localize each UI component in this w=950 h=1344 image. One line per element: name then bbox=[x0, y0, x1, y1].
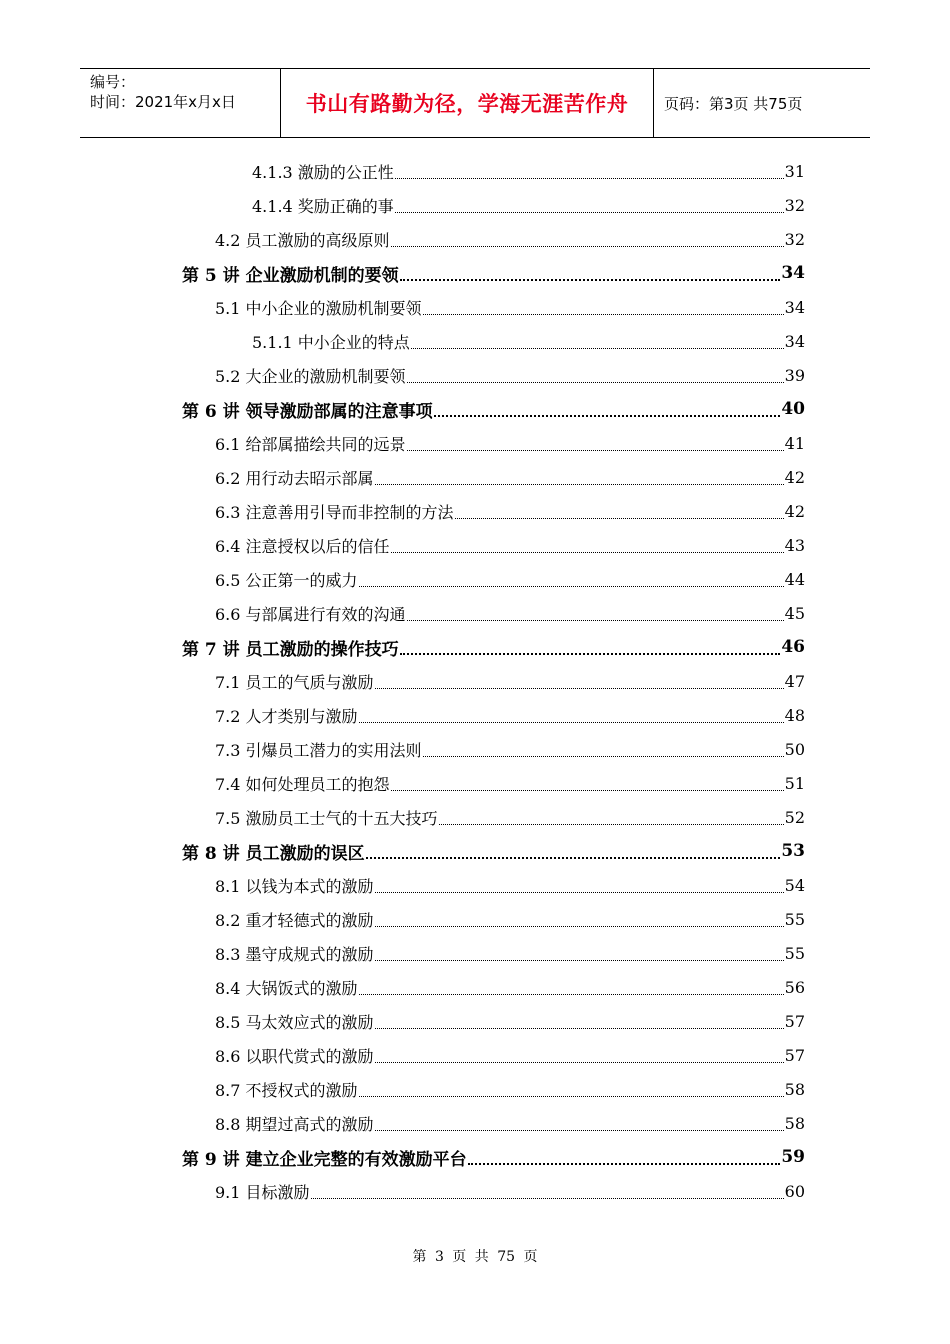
toc-entry-page: 42 bbox=[784, 467, 805, 487]
toc-entry-page: 57 bbox=[784, 1045, 805, 1065]
toc-entry-page: 59 bbox=[781, 1147, 805, 1167]
toc-entry-page: 34 bbox=[784, 297, 805, 317]
toc-entry-page: 40 bbox=[781, 399, 805, 419]
toc-entry-title: 7.5 激励员工士气的十五大技巧 bbox=[215, 808, 438, 828]
header-motto: 书山有路勤为径，学海无涯苦作舟 bbox=[305, 92, 629, 116]
toc-leader-dots bbox=[439, 824, 784, 825]
toc-entry-title: 6.1 给部属描绘共同的远景 bbox=[215, 434, 406, 454]
toc-entry-title: 5.1.1 中小企业的特点 bbox=[252, 332, 410, 352]
header-meta-cell bbox=[80, 69, 281, 137]
toc-entry[interactable] bbox=[215, 665, 805, 697]
toc-leader-dots bbox=[434, 415, 781, 417]
toc-entry-title: 6.6 与部属进行有效的沟通 bbox=[215, 604, 406, 624]
header-motto-cell bbox=[281, 69, 654, 137]
toc-entry[interactable] bbox=[182, 257, 805, 289]
toc-entry-page: 46 bbox=[781, 637, 805, 657]
toc-leader-dots bbox=[411, 348, 784, 349]
toc-entry-page: 43 bbox=[784, 535, 805, 555]
toc-entry-title: 5.2 大企业的激励机制要领 bbox=[215, 366, 406, 386]
toc-entry[interactable] bbox=[182, 1141, 805, 1173]
toc-entry-title: 第 8 讲 员工激励的误区 bbox=[182, 843, 365, 864]
toc-entry-page: 58 bbox=[784, 1113, 805, 1133]
toc-entry[interactable] bbox=[215, 801, 805, 833]
toc-entry-title: 5.1 中小企业的激励机制要领 bbox=[215, 298, 422, 318]
toc-entry[interactable] bbox=[215, 971, 805, 1003]
toc-entry-page: 56 bbox=[784, 977, 805, 997]
toc-entry-title: 8.1 以钱为本式的激励 bbox=[215, 876, 374, 896]
toc-entry-title: 6.2 用行动去昭示部属 bbox=[215, 468, 374, 488]
toc-entry[interactable] bbox=[215, 529, 805, 561]
toc-entry[interactable] bbox=[182, 835, 805, 867]
page-footer: 第 3 页 共 75 页 bbox=[412, 1249, 538, 1265]
toc-entry[interactable] bbox=[252, 325, 805, 357]
toc-entry[interactable] bbox=[215, 495, 805, 527]
toc-entry-title: 4.1.4 奖励正确的事 bbox=[252, 196, 394, 216]
header-page-info: 页码：第3页 共75页 bbox=[664, 94, 803, 113]
toc-leader-dots bbox=[400, 653, 781, 655]
toc-entry-title: 第 6 讲 领导激励部属的注意事项 bbox=[182, 401, 433, 422]
toc-leader-dots bbox=[395, 178, 784, 179]
toc-entry-title: 8.8 期望过高式的激励 bbox=[215, 1114, 374, 1134]
toc-entry[interactable] bbox=[215, 291, 805, 323]
toc-leader-dots bbox=[407, 620, 784, 621]
toc-entry[interactable] bbox=[215, 223, 805, 255]
toc-entry-page: 51 bbox=[784, 773, 805, 793]
toc-entry[interactable] bbox=[215, 1073, 805, 1105]
toc-entry[interactable] bbox=[215, 461, 805, 493]
toc-entry[interactable] bbox=[215, 1175, 805, 1207]
toc-entry[interactable] bbox=[215, 699, 805, 731]
toc-entry[interactable] bbox=[182, 631, 805, 663]
toc-entry[interactable] bbox=[215, 903, 805, 935]
page-header bbox=[80, 68, 870, 138]
toc-entry[interactable] bbox=[215, 733, 805, 765]
toc-entry-title: 8.2 重才轻德式的激励 bbox=[215, 910, 374, 930]
toc-entry-title: 4.1.3 激励的公正性 bbox=[252, 162, 394, 182]
toc-entry-page: 53 bbox=[781, 841, 805, 861]
header-page-info-cell bbox=[664, 69, 870, 137]
document-time-label: 时间：2021年x月x日 bbox=[90, 93, 236, 111]
toc-leader-dots bbox=[375, 892, 784, 893]
toc-entry-page: 34 bbox=[781, 263, 805, 283]
toc-entry[interactable] bbox=[215, 563, 805, 595]
toc-entry[interactable] bbox=[215, 1039, 805, 1071]
toc-leader-dots bbox=[375, 1130, 784, 1131]
toc-entry-title: 6.3 注意善用引导而非控制的方法 bbox=[215, 502, 454, 522]
toc-leader-dots bbox=[391, 246, 784, 247]
toc-entry-title: 6.5 公正第一的威力 bbox=[215, 570, 358, 590]
toc-leader-dots bbox=[359, 586, 784, 587]
toc-entry-page: 60 bbox=[784, 1181, 805, 1201]
toc-entry-page: 57 bbox=[784, 1011, 805, 1031]
toc-entry[interactable] bbox=[215, 359, 805, 391]
toc-entry-title: 7.4 如何处理员工的抱怨 bbox=[215, 774, 390, 794]
toc-entry-page: 44 bbox=[784, 569, 805, 589]
toc-entry-title: 6.4 注意授权以后的信任 bbox=[215, 536, 390, 556]
toc-entry-page: 42 bbox=[784, 501, 805, 521]
toc-leader-dots bbox=[468, 1163, 781, 1165]
toc-entry[interactable] bbox=[215, 767, 805, 799]
toc-entry-page: 50 bbox=[784, 739, 805, 759]
toc-entry-title: 7.3 引爆员工潜力的实用法则 bbox=[215, 740, 422, 760]
toc-entry-page: 32 bbox=[784, 195, 805, 215]
toc-entry-title: 8.7 不授权式的激励 bbox=[215, 1080, 358, 1100]
toc-entry-page: 31 bbox=[784, 161, 805, 181]
toc-entry-page: 47 bbox=[784, 671, 805, 691]
toc-entry-title: 8.6 以职代赏式的激励 bbox=[215, 1046, 374, 1066]
toc-entry-title: 第 7 讲 员工激励的操作技巧 bbox=[182, 639, 399, 660]
toc-entry-page: 58 bbox=[784, 1079, 805, 1099]
toc-leader-dots bbox=[359, 994, 784, 995]
toc-leader-dots bbox=[400, 279, 781, 281]
toc-leader-dots bbox=[375, 1062, 784, 1063]
toc-leader-dots bbox=[311, 1198, 784, 1199]
toc-entry-title: 8.5 马太效应式的激励 bbox=[215, 1012, 374, 1032]
toc-leader-dots bbox=[391, 552, 784, 553]
toc-entry[interactable] bbox=[215, 597, 805, 629]
toc-leader-dots bbox=[407, 382, 784, 383]
toc-entry[interactable] bbox=[252, 189, 805, 221]
toc-leader-dots bbox=[375, 688, 784, 689]
toc-entry[interactable] bbox=[215, 869, 805, 901]
toc-leader-dots bbox=[423, 756, 784, 757]
toc-entry[interactable] bbox=[215, 937, 805, 969]
toc-entry-title: 7.2 人才类别与激励 bbox=[215, 706, 358, 726]
toc-entry-page: 39 bbox=[784, 365, 805, 385]
toc-entry-page: 41 bbox=[784, 433, 805, 453]
toc-entry-page: 48 bbox=[784, 705, 805, 725]
toc-entry-page: 52 bbox=[784, 807, 805, 827]
toc-entry-title: 第 9 讲 建立企业完整的有效激励平台 bbox=[182, 1149, 467, 1170]
toc-leader-dots bbox=[375, 960, 784, 961]
toc-entry[interactable] bbox=[182, 393, 805, 425]
toc-entry-title: 8.3 墨守成规式的激励 bbox=[215, 944, 374, 964]
toc-entry-title: 4.2 员工激励的高级原则 bbox=[215, 230, 390, 250]
toc-entry[interactable] bbox=[215, 427, 805, 459]
toc-leader-dots bbox=[455, 518, 784, 519]
toc-leader-dots bbox=[391, 790, 784, 791]
toc-entry[interactable] bbox=[252, 155, 805, 187]
toc-entry-title: 9.1 目标激励 bbox=[215, 1182, 310, 1202]
toc-leader-dots bbox=[359, 722, 784, 723]
toc-leader-dots bbox=[423, 314, 784, 315]
toc-entry-page: 55 bbox=[784, 909, 805, 929]
toc-entry-page: 54 bbox=[784, 875, 805, 895]
toc-entry-page: 55 bbox=[784, 943, 805, 963]
toc-leader-dots bbox=[407, 450, 784, 451]
toc-leader-dots bbox=[395, 212, 784, 213]
toc-leader-dots bbox=[375, 484, 784, 485]
toc-entry-page: 45 bbox=[784, 603, 805, 623]
toc-entry-title: 8.4 大锅饭式的激励 bbox=[215, 978, 358, 998]
toc-leader-dots bbox=[375, 926, 784, 927]
toc-entry[interactable] bbox=[215, 1005, 805, 1037]
toc-leader-dots bbox=[359, 1096, 784, 1097]
toc-entry-page: 34 bbox=[784, 331, 805, 351]
toc-leader-dots bbox=[366, 857, 781, 859]
toc-entry-title: 7.1 员工的气质与激励 bbox=[215, 672, 374, 692]
document-number-label: 编号： bbox=[90, 73, 136, 91]
toc-entry-title: 第 5 讲 企业激励机制的要领 bbox=[182, 265, 399, 286]
toc-leader-dots bbox=[375, 1028, 784, 1029]
toc-entry-page: 32 bbox=[784, 229, 805, 249]
toc-entry[interactable] bbox=[215, 1107, 805, 1139]
